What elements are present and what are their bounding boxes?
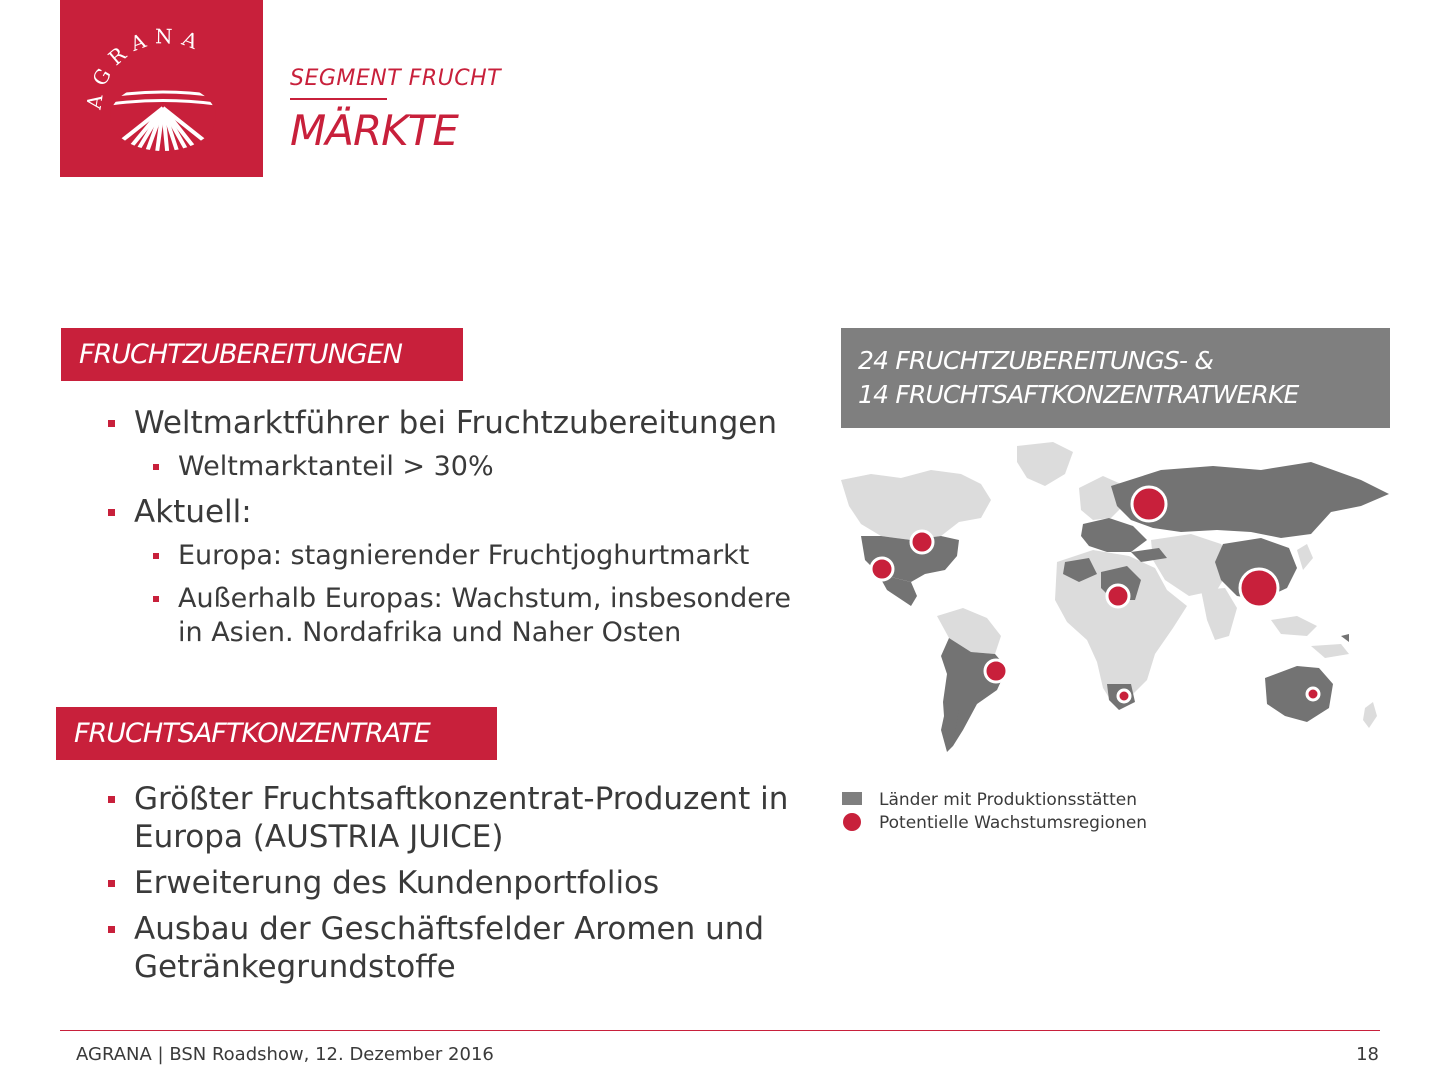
legend-item-production — [842, 789, 1147, 812]
growth-marker-australia — [1307, 688, 1319, 700]
world-map — [841, 440, 1393, 760]
footer-divider — [60, 1030, 1380, 1031]
growth-marker-north-africa — [1107, 585, 1129, 607]
legend-label: Potentielle Wachstumsregionen — [879, 813, 1148, 833]
agrana-logo-mark — [60, 0, 263, 177]
growth-marker-brazil — [985, 660, 1007, 682]
growth-marker-south-africa — [1118, 690, 1130, 702]
section-tag-fruchtsaftkonzentrate: FRUCHTSAFTKONZENTRATE — [56, 707, 497, 760]
growth-marker-usa-east — [911, 531, 933, 553]
legend-item-growth — [842, 812, 1147, 835]
bullet-item: Weltmarktführer bei Fruchtzubereitungen — [56, 404, 816, 442]
sub-bullet-item: Europa: stagnierender Fruchtjoghurtmarkt — [56, 539, 816, 573]
section-tag-fruchtzubereitungen: FRUCHTZUBEREITUNGEN — [61, 328, 463, 381]
growth-marker-russia — [1132, 487, 1166, 521]
footer-text: AGRANA | BSN Roadshow, 12. Dezember 2016 — [76, 1044, 494, 1065]
logo-wordmark: AGRANA — [81, 24, 209, 111]
map-header-line-1: 24 FRUCHTZUBEREITUNGS- & — [858, 346, 1214, 375]
legend-label: Länder mit Produktionsstätten — [879, 790, 1137, 810]
page-number: 18 — [1356, 1044, 1379, 1065]
bullet-item: Aktuell: — [56, 493, 816, 531]
sub-bullet-item: Weltmarktanteil > 30% — [56, 450, 816, 484]
kicker-underline — [290, 98, 387, 100]
legend-dot-icon — [843, 813, 861, 831]
section-kicker: SEGMENT FRUCHT — [290, 66, 502, 91]
map-legend — [842, 789, 1147, 835]
agrana-logo — [60, 0, 263, 177]
map-header — [841, 328, 1390, 428]
bullet-list-fruchtzubereitungen — [56, 404, 816, 659]
sub-bullet-item: Außerhalb Europas: Wachstum, insbesondere in Asien. Nordafrika und Naher Osten — [56, 582, 816, 650]
legend-square-icon — [842, 792, 862, 805]
map-header-line-2: 14 FRUCHTSAFTKONZENTRATWERKE — [858, 380, 1299, 409]
bullet-list-fruchtsaftkonzentrate — [56, 780, 816, 994]
bullet-item: Ausbau der Geschäftsfelder Aromen und Getränkegrundstoffe — [56, 910, 816, 986]
growth-marker-usa-west — [871, 558, 893, 580]
logo-field-icon — [100, 84, 230, 160]
growth-marker-china — [1240, 569, 1278, 607]
bullet-item: Erweiterung des Kundenportfolios — [56, 864, 816, 902]
bullet-item: Größter Fruchtsaftkonzentrat-Produzent in Europa (AUSTRIA JUICE) — [56, 780, 816, 856]
page-title: MÄRKTE — [290, 106, 458, 155]
